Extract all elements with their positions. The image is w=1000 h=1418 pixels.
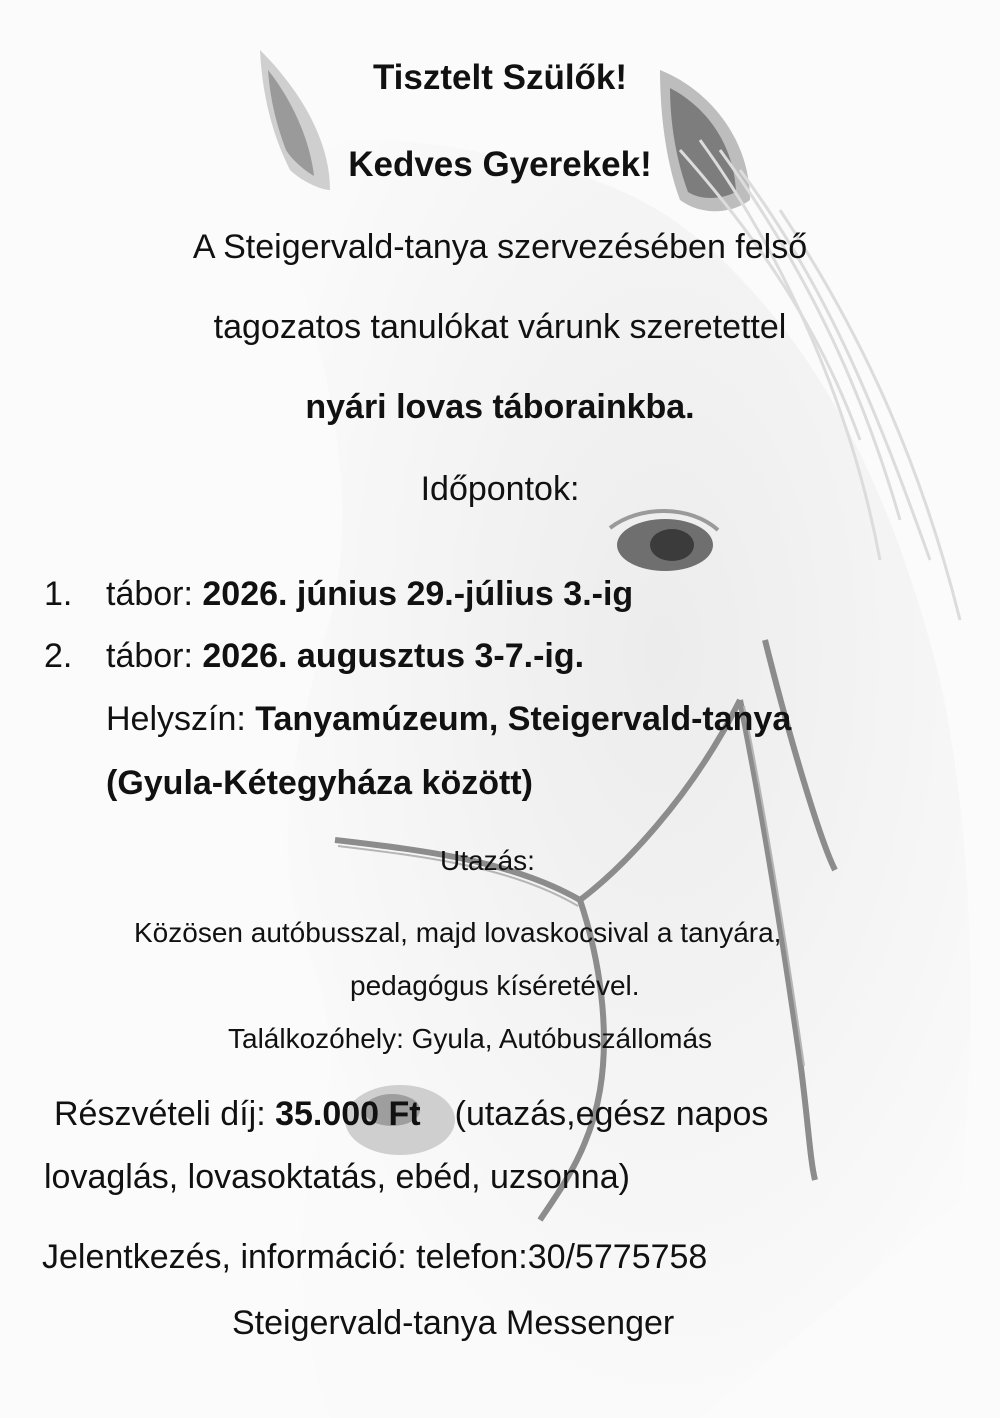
greeting-children: Kedves Gyerekek! (348, 145, 652, 184)
camp-item-1 (44, 575, 984, 614)
dates-heading: Időpontok: (420, 470, 580, 508)
camp-prefix: tábor: (106, 637, 203, 675)
camp-dates: 2026. augusztus 3-7.-ig. (202, 637, 585, 675)
travel-line-2: pedagógus kíséretével. (350, 970, 640, 1001)
travel-line-1: Közösen autóbusszal, majd lovaskocsival a tanyára, (134, 917, 782, 948)
contact-line-1: Jelentkezés, információ: telefon:30/5775758 (42, 1238, 708, 1276)
meeting-point: Találkozóhely: Gyula, Autóbuszállomás (228, 1023, 713, 1054)
fee-amount: 35.000 Ft (275, 1095, 421, 1133)
camp-dates: 2026. június 29.-július 3.-ig (202, 575, 634, 613)
fee-label: Részvételi díj: (54, 1095, 276, 1133)
camp-number: 1. (44, 575, 73, 613)
location-value: Tanyamúzeum, Steigervald-tanya (255, 700, 792, 738)
camp-prefix: tábor: (106, 575, 203, 613)
intro-line-2: tagozatos tanulókat várunk szeretettel (213, 308, 787, 346)
travel-heading: Utazás: (440, 845, 535, 876)
camp-number: 2. (44, 637, 73, 675)
intro-line-1: A Steigervald-tanya szervezésében felső (192, 228, 808, 266)
camp-item-2 (44, 637, 984, 676)
location-line-2: (Gyula-Kétegyháza között) (106, 764, 533, 802)
fee-includes: (utazás,egész napos (454, 1095, 769, 1133)
contact-line-2: Steigervald-tanya Messenger (232, 1304, 675, 1342)
intro-line-3: nyári lovas táborainkba. (305, 388, 695, 426)
location-label: Helyszín: (106, 700, 256, 738)
fee-line-1 (54, 1095, 984, 1134)
greeting-parents: Tisztelt Szülők! (372, 58, 628, 97)
fee-line-2: lovaglás, lovasoktatás, ebéd, uzsonna) (44, 1158, 630, 1196)
location-line-1 (106, 700, 986, 739)
